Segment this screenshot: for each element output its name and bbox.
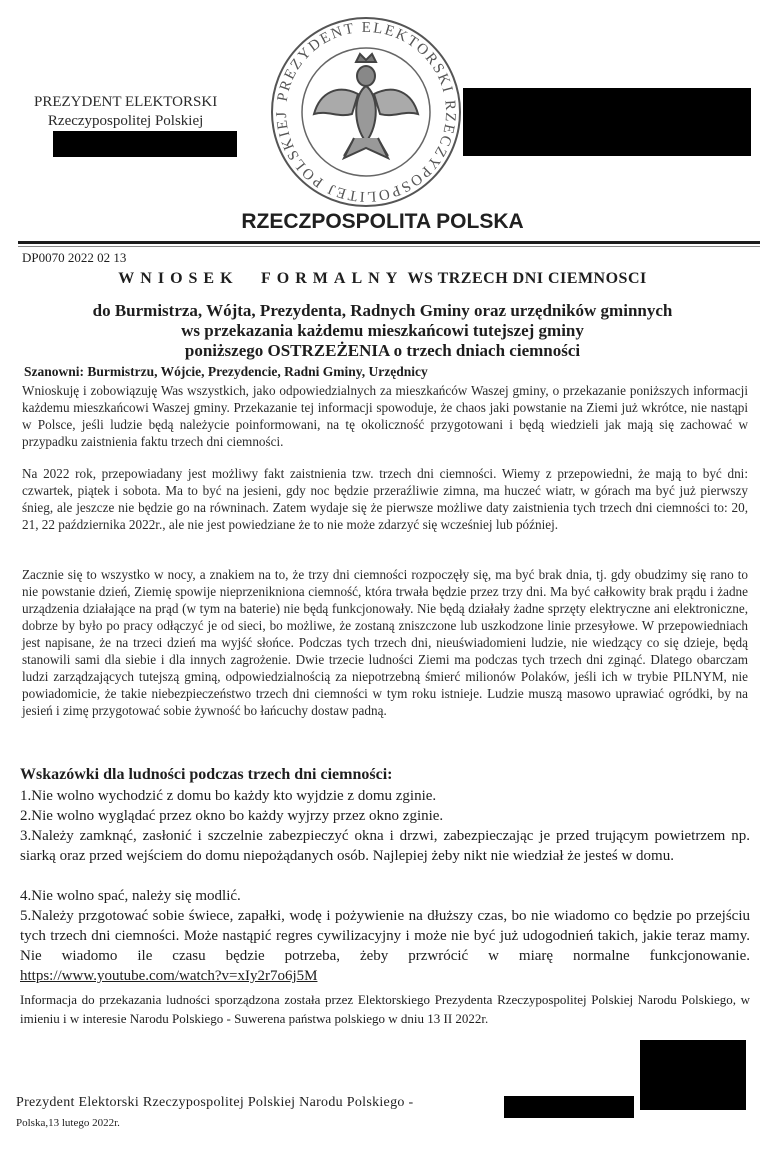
- document-number: DP0070 2022 02 13: [22, 250, 127, 265]
- info-paragraph: Informacja do przekazania ludności sporządzona została przez Elektorskiego Prezydenta Rzeczypospolitej Polskiej Narodu Polskiego, w imieniu i w interesie Narodu Polskiego - Suwerena państwa polskiego w dniu 13 II 2022r.: [20, 992, 750, 1026]
- subtitle-line: do Burmistrza, Wójta, Prezydenta, Radnych Gminy oraz urzędników gminnych: [92, 301, 673, 320]
- paragraph: Na 2022 rok, przepowiadany jest możliwy fakt zaistnienia tzw. trzech dni ciemności. Wiemy z przepowiedni, że mają to być dni: czwartek, piątek i sobota. Ma to być na jesieni, gdy noc będzie przeraźliwie zimna, ma huczeć wiatr, w górach ma być już pierwszy śnieg, ale jeszcze nie będzie go na równinach. Zatem wydaje się że pierwsze możliwe daty zaistnienia tych trzech dni ciemności to: 20, 21, 22 października 2022r., ale nie jest powiedziane że to nie może zdarzyć się wcześniej lub później.: [22, 466, 748, 532]
- eagle-seal-icon: [268, 14, 464, 210]
- redaction-block: [463, 88, 751, 156]
- issuer-subtitle: Rzeczypospolitej Polskiej: [47, 113, 204, 129]
- document-subtitle: [0, 301, 765, 361]
- redaction-block: [53, 131, 237, 157]
- title-word: WNIOSEK: [118, 270, 239, 287]
- tip-item: 4.Nie wolno spać, należy się modlić.: [20, 888, 241, 904]
- tip-item: [20, 906, 750, 986]
- tip-item: 2.Nie wolno wyglądać przez okno bo każdy wyjrzy przez okno zginie.: [20, 808, 444, 824]
- divider: [18, 241, 760, 244]
- subtitle-line: poniższego OSTRZEŻENIA o trzech dniach ciemności: [184, 341, 581, 360]
- tip-item: 1.Nie wolno wychodzić z domu bo każdy kto wyjdzie z domu zginie.: [20, 788, 437, 804]
- country-heading: RZECZPOSPOLITA POLSKA: [241, 210, 524, 233]
- place-date: Polska,13 lutego 2022r.: [16, 1117, 120, 1129]
- issuer-title: PREZYDENT ELEKTORSKI: [34, 94, 218, 110]
- divider: [18, 246, 760, 247]
- seal-text: PREZYDENT ELEKTORSKI RZECZYPOSPOLITEJ POLSKIEJ: [273, 19, 459, 205]
- youtube-link[interactable]: https://www.youtube.com/watch?v=xIy2r7o6j5M: [20, 968, 318, 984]
- subtitle-line: ws przekazania każdemu mieszkańcowi tutejszej gminy: [181, 321, 584, 340]
- tips-heading: Wskazówki dla ludności podczas trzech dni ciemności:: [20, 766, 393, 783]
- paragraph: Wnioskuję i zobowiązuję Was wszystkich, jako odpowiedzialnych za mieszkańców Waszej gminy, o przekazanie poniższych informacji każdemu mieszkańcowi Waszej gminy. Przekazanie tej informacji spowoduje, że chaos jaki powstanie na Ziemi już wkrótce, nie nastąpi w Polsce, jeśli ludzie będą należycie poinformowani, na tę okoliczność przygotowani i będą wiedzieli jak mają się zachować w przypadku zaistnienia faktu trzech dni ciemności.: [22, 383, 748, 449]
- issuer-heading: [34, 93, 217, 131]
- greeting: Szanowni: Burmistrzu, Wójcie, Prezydencie, Radni Gminy, Urzędnicy: [24, 364, 428, 379]
- signature-line: Prezydent Elektorski Rzeczypospolitej Polskiej Narodu Polskiego -: [16, 1095, 414, 1110]
- redaction-block: [640, 1040, 746, 1110]
- paragraph: Zacznie się to wszystko w nocy, a znakiem na to, że trzy dni ciemności rozpoczęły się, ma być brak dnia, tj. gdy obudzimy się rano to nie powstanie dzień, Ziemię spowije nieprzenikniona ciemność, która trwała będzie przez trzy dni. Ma być całkowity brak prądu i żadne urządzenia działające na prąd (w tym na baterie) nie będą funkcjonowały. Nie będą działały żadne sprzęty elektryczne ani elektroniczne, dobrze by było po pracy odłączyć je od sieci, bo możliwe, że zostaną zniszczone lub uszkodzone linie przesyłowe. W przepowiedniach jest napisane, że na trzeci dzień ma wyjść słońce. Podczas tych trzech dni, nieuświadomieni ludzie, nie wiedzący co się dzieje, będą stanowili sami dla siebie i dla innych zagrożenie. Dwie trzecie ludności Ziemi ma podczas tych trzech dni zginąć. Dlatego obarczam ludzi zarządzających tutejszą gminą, odpowiedzialnością za niepotrzebną śmierć milionów Polaków, jeśli ich w trybie PILNYM, nie powiadomicie, że takie niebezpieczeństwo trzech dni ciemności w tym roku istnieje. Ludzie muszą masowo uprawiać ogródki, by na jesień i zimę przygotować sobie żywność bo łańcuchy dostaw padną.: [22, 567, 748, 718]
- title-word: FORMALNY: [261, 270, 404, 287]
- document-title: [0, 270, 765, 288]
- title-rest: WS TRZECH DNI CIEMNOSCI: [407, 270, 647, 287]
- tip-text: 5.Należy przgotować sobie świece, zapałki, wodę i pożywienie na dłuższy czas, bo nie wiadomo co będzie po przejściu tych trzech dni ciemności. Może nastąpić regres cywilizacyjny i może nie być już udogodnień takich, jakie teraz mamy. Nie wiadomo ile czasu będzie potrzeba, żeby przwrócić w miarę normalne funkcjonowanie.: [20, 908, 750, 964]
- redaction-block: [504, 1096, 634, 1118]
- tip-item: 3.Należy zamknąć, zasłonić i szczelnie zabezpieczyć okna i drzwi, zabezpieczając je przed trującym powietrzem np. siarką oraz przed wejściem do domu niepożądanych osób. Najlepiej żeby nikt nie wiedział że jesteś w domu.: [20, 828, 750, 864]
